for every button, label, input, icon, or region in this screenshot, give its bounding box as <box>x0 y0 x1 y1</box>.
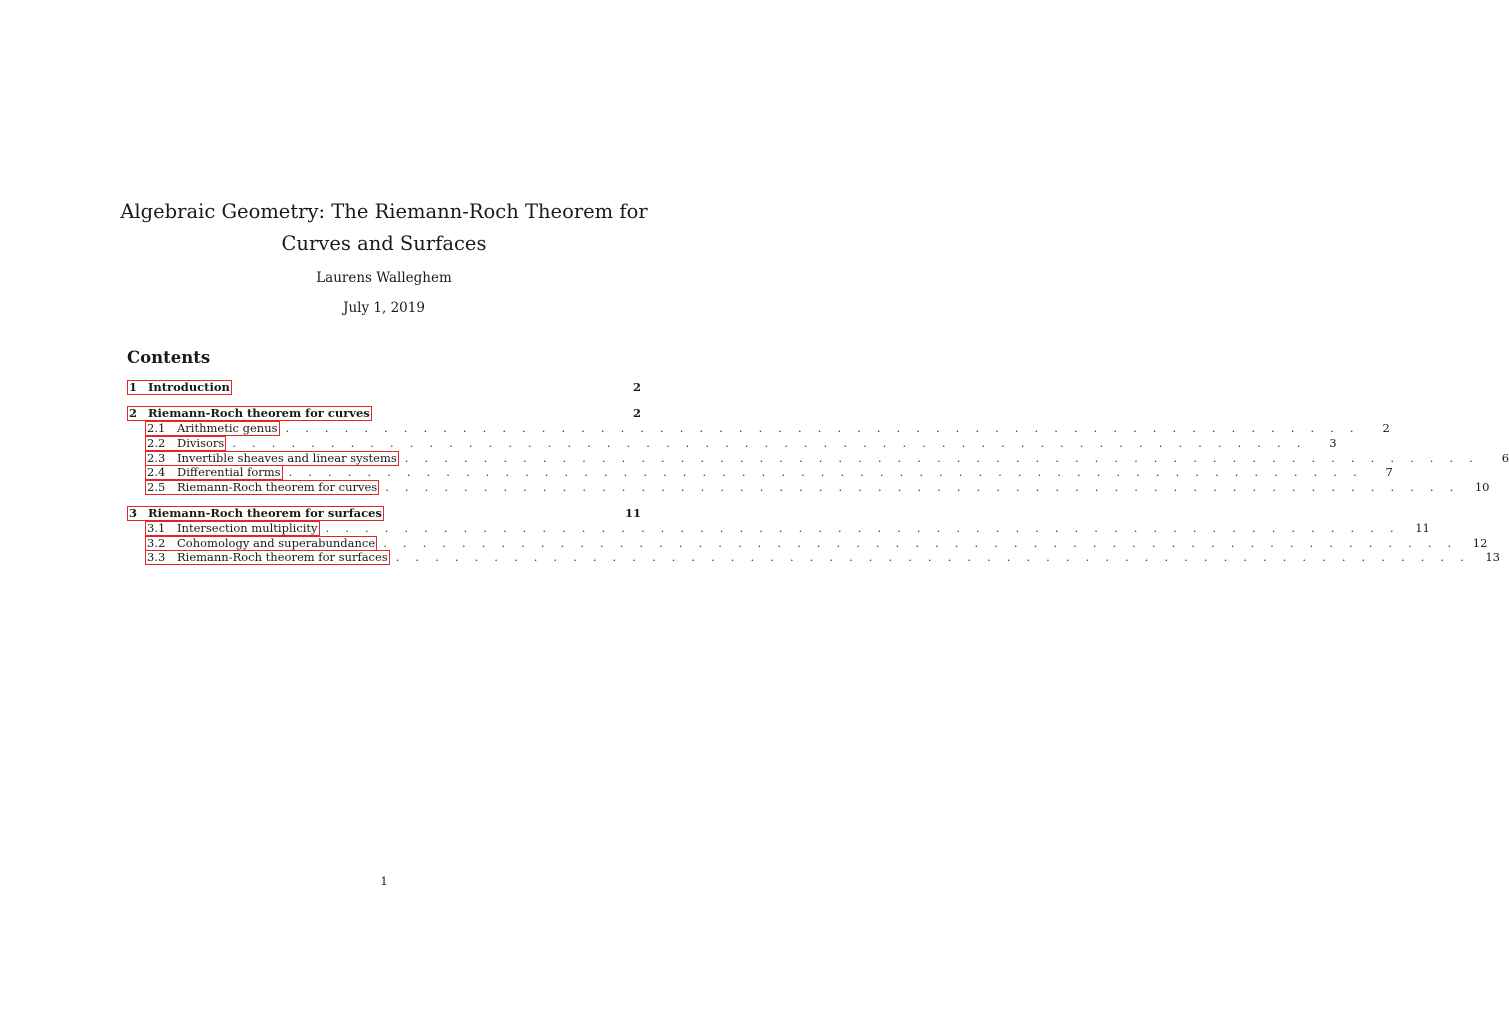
toc-entry-introduction <box>127 380 641 395</box>
toc-entry-arithmetic-genus <box>145 421 1390 436</box>
toc-entry-riemann-roch-surfaces-sub <box>145 550 1500 565</box>
toc-label: Riemann-Roch theorem for surfaces <box>148 506 382 520</box>
toc-page: 11 <box>624 506 641 520</box>
toc-link-arithmetic-genus[interactable] <box>145 421 280 436</box>
toc-number: 2.4 <box>147 465 166 479</box>
toc-number: 1 <box>129 380 138 394</box>
toc-label: Invertible sheaves and linear systems <box>177 451 397 465</box>
toc-leader: . . . . . . . . . . . . . . . . . . . . . . . . . . . . . . . . . . . . . . . . . . . . . . . . . . . . . . . <box>395 550 1470 564</box>
toc-label: Introduction <box>148 380 230 394</box>
toc-number: 2.2 <box>147 436 166 450</box>
toc-link-invertible-sheaves[interactable] <box>145 451 399 466</box>
toc-number: 2.1 <box>147 421 166 435</box>
toc-link-divisors[interactable] <box>145 436 226 451</box>
toc-number: 2.5 <box>147 480 166 494</box>
toc-label: Arithmetic genus <box>177 421 278 435</box>
toc-label: Riemann-Roch theorem for surfaces <box>177 550 388 564</box>
document-title-line-2: Curves and Surfaces <box>281 232 487 255</box>
toc-entry-riemann-roch-curves-sub <box>145 480 1490 495</box>
toc-entry-riemann-roch-surfaces <box>127 506 641 521</box>
toc-link-introduction[interactable] <box>127 380 232 395</box>
toc-page: 2 <box>632 380 641 394</box>
toc-number: 3.2 <box>147 536 166 550</box>
toc-label: Cohomology and superabundance <box>177 536 376 550</box>
toc-number: 3 <box>129 506 138 520</box>
toc-label: Differential forms <box>177 465 281 479</box>
toc-entry-divisors <box>145 436 1337 451</box>
toc-page: 10 <box>1474 480 1490 494</box>
toc-link-intersection-multiplicity[interactable] <box>145 521 320 536</box>
toc-page: 2 <box>1382 421 1390 435</box>
author: Laurens Walleghem <box>316 270 452 286</box>
toc-page: 13 <box>1485 550 1500 564</box>
toc-number: 2 <box>129 406 138 420</box>
toc-number: 3.1 <box>147 521 166 535</box>
toc-link-differential-forms[interactable] <box>145 465 283 480</box>
toc-page: 12 <box>1472 536 1488 550</box>
toc-label: Riemann-Roch theorem for curves <box>177 480 378 494</box>
toc-leader: . . . . . . . . . . . . . . . . . . . . . . . . . . . . . . . . . . . . . . . . . . . . . . . . . . . . . . . <box>288 465 1363 479</box>
toc-link-riemann-roch-surfaces[interactable] <box>127 506 384 521</box>
toc-leader: . . . . . . . . . . . . . . . . . . . . . . . . . . . . . . . . . . . . . . . . . . . . . . . . . . . . . . . <box>383 536 1458 550</box>
toc-number: 3.3 <box>147 550 166 564</box>
toc-page: 2 <box>632 406 641 420</box>
toc-number: 2.3 <box>147 451 166 465</box>
toc-label: Riemann-Roch theorem for curves <box>148 406 370 420</box>
toc-leader: . . . . . . . . . . . . . . . . . . . . . . . . . . . . . . . . . . . . . . . . . . . . . . . . . . . . . . . <box>325 521 1400 535</box>
toc-link-riemann-roch-curves[interactable] <box>127 406 372 421</box>
toc-link-riemann-roch-surfaces-sub[interactable] <box>145 550 390 565</box>
toc-page: 11 <box>1415 521 1430 535</box>
toc-entry-riemann-roch-curves <box>127 406 641 421</box>
toc-leader: . . . . . . . . . . . . . . . . . . . . . . . . . . . . . . . . . . . . . . . . . . . . . . . . . . . . . . . <box>285 421 1360 435</box>
toc-link-riemann-roch-curves-sub[interactable] <box>145 480 379 495</box>
document-title-line-1: Algebraic Geometry: The Riemann-Roch Theorem for <box>120 200 648 223</box>
toc-link-cohomology[interactable] <box>145 536 377 551</box>
toc-leader: . . . . . . . . . . . . . . . . . . . . . . . . . . . . . . . . . . . . . . . . . . . . . . . . . . . . . . . <box>404 451 1480 465</box>
toc-entry-invertible-sheaves <box>145 451 1509 466</box>
date: July 1, 2019 <box>343 300 425 316</box>
toc-entry-cohomology <box>145 536 1488 551</box>
page-number: 1 <box>380 874 388 888</box>
toc-entry-intersection-multiplicity <box>145 521 1430 536</box>
toc-label: Divisors <box>177 436 225 450</box>
contents-heading: Contents <box>127 348 211 367</box>
toc-page: 6 <box>1501 451 1509 465</box>
toc-entry-differential-forms <box>145 465 1393 480</box>
toc-leader: . . . . . . . . . . . . . . . . . . . . . . . . . . . . . . . . . . . . . . . . . . . . . . . . . . . . . . . <box>385 480 1460 494</box>
toc-label: Intersection multiplicity <box>177 521 318 535</box>
toc-page: 3 <box>1329 436 1337 450</box>
toc-leader: . . . . . . . . . . . . . . . . . . . . . . . . . . . . . . . . . . . . . . . . . . . . . . . . . . . . . . . <box>232 436 1307 450</box>
title-block <box>0 196 768 260</box>
toc-page: 7 <box>1385 465 1393 479</box>
